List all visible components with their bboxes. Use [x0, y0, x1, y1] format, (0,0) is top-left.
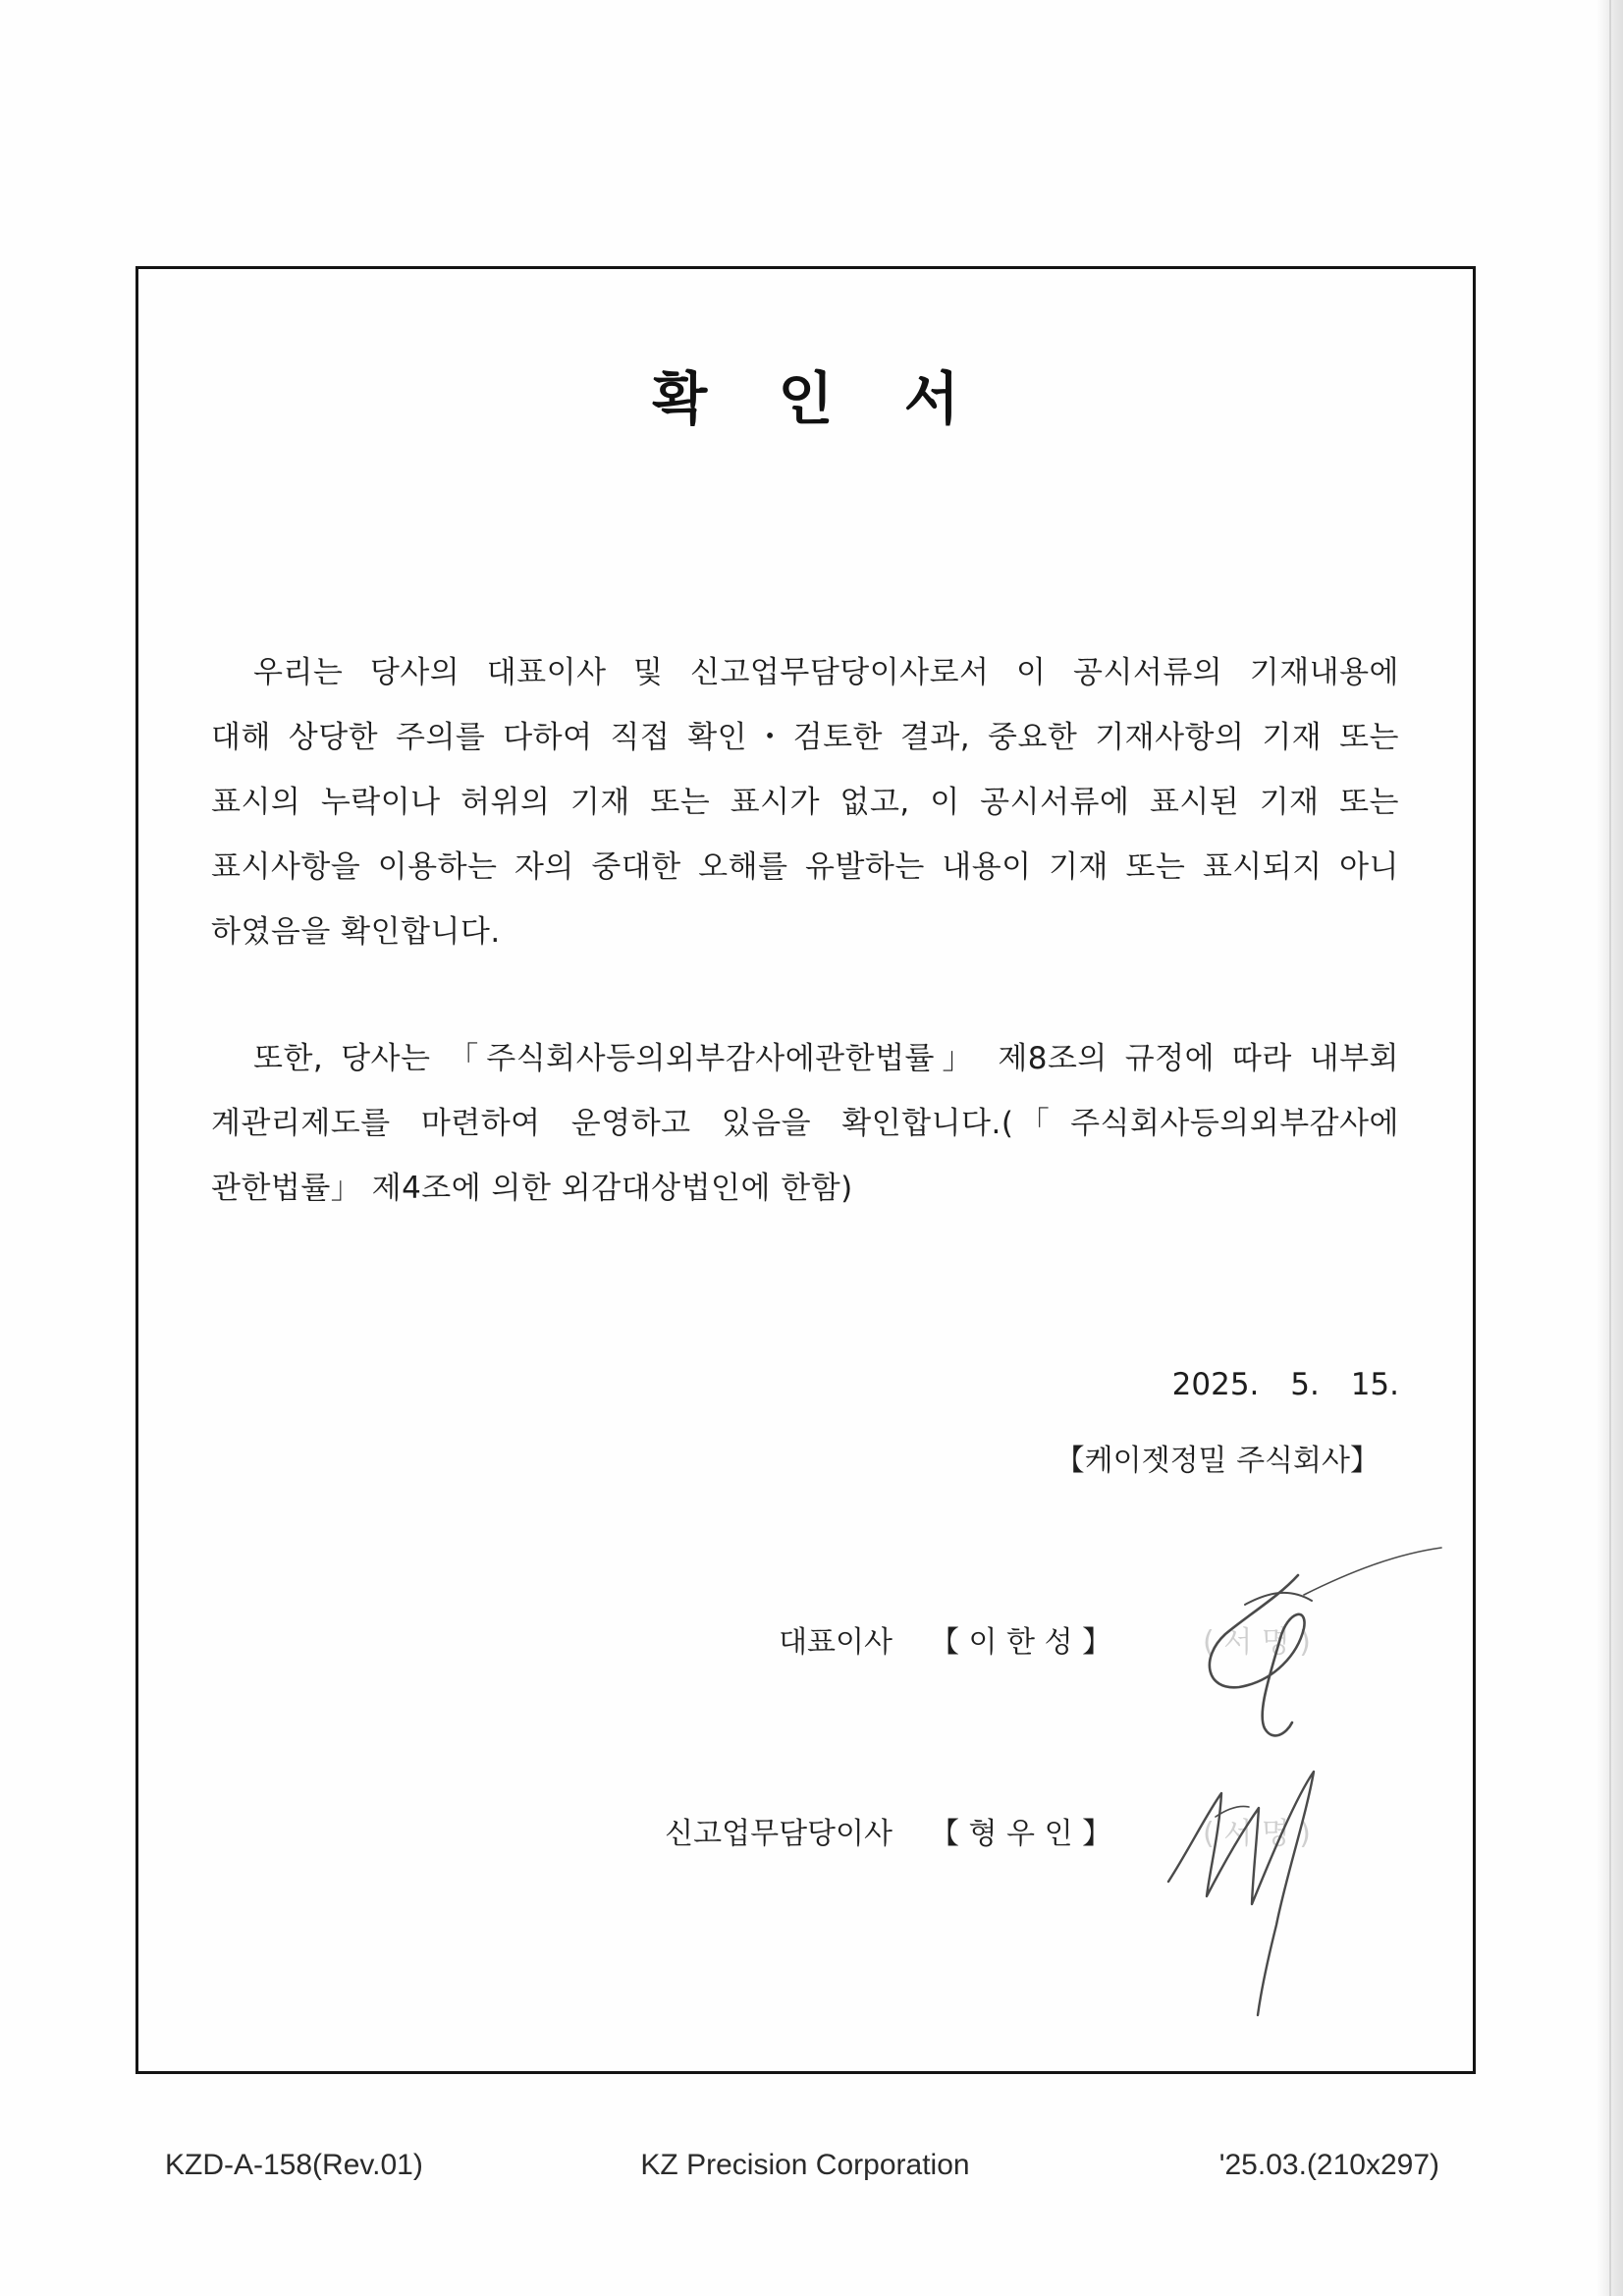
signature-disclosure-officer: [1159, 1758, 1330, 2033]
form-revision: '25.03.(210x297): [1218, 2149, 1439, 2181]
paragraph-line: 또한, 당사는 「주식회사등의외부감사에관한법률」 제8조의 규정에 따라 내부회: [253, 1041, 1399, 1076]
confirmation-paragraph: [211, 640, 1399, 964]
company-name: 【케이젯정밀 주식회사】: [1055, 1444, 1380, 1478]
signer-name-disclosure-officer: 【 형 우 인 】: [930, 1817, 1112, 1851]
scan-edge-line: [1609, 0, 1611, 2296]
signer-role-disclosure-officer: 신고업무담당이사: [665, 1817, 893, 1851]
internal-control-paragraph: [211, 1026, 1399, 1221]
signer-name-ceo: 【 이 한 성 】: [930, 1625, 1112, 1660]
signature-ceo: [1188, 1532, 1453, 1748]
paragraph-line: 계관리제도를 마련하여 운영하고 있음을 확인합니다.(「주식회사등의외부감사에: [211, 1106, 1399, 1141]
signature-placeholder-ceo: ( 서 명 ): [1203, 1625, 1311, 1660]
footer-company-name: KZ Precision Corporation: [640, 2149, 970, 2181]
paragraph-line: 우리는 당사의 대표이사 및 신고업무담당이사로서 이 공시서류의 기재내용에: [253, 655, 1399, 690]
signer-role-ceo: 대표이사: [779, 1625, 893, 1660]
paragraph-line: 관한법률」 제4조에 의한 외감대상법인에 한함): [211, 1171, 853, 1206]
document-date: 2025. 5. 15.: [1171, 1367, 1399, 1402]
signature-placeholder-disclosure-officer: ( 서 명 ): [1203, 1817, 1311, 1851]
paragraph-line: 표시의 누락이나 허위의 기재 또는 표시가 없고, 이 공시서류에 표시된 기재 또는: [211, 785, 1399, 820]
paragraph-line: 대해 상당한 주의를 다하여 직접 확인・검토한 결과, 중요한 기재사항의 기재 또는: [211, 720, 1399, 755]
form-code: KZD-A-158(Rev.01): [165, 2149, 423, 2181]
paragraph-line: 하였음을 확인합니다.: [211, 914, 501, 950]
paragraph-line: 표시사항을 이용하는 자의 중대한 오해를 유발하는 내용이 기재 또는 표시되지 아니: [211, 849, 1399, 885]
document-title: 확 인 서: [652, 365, 985, 432]
